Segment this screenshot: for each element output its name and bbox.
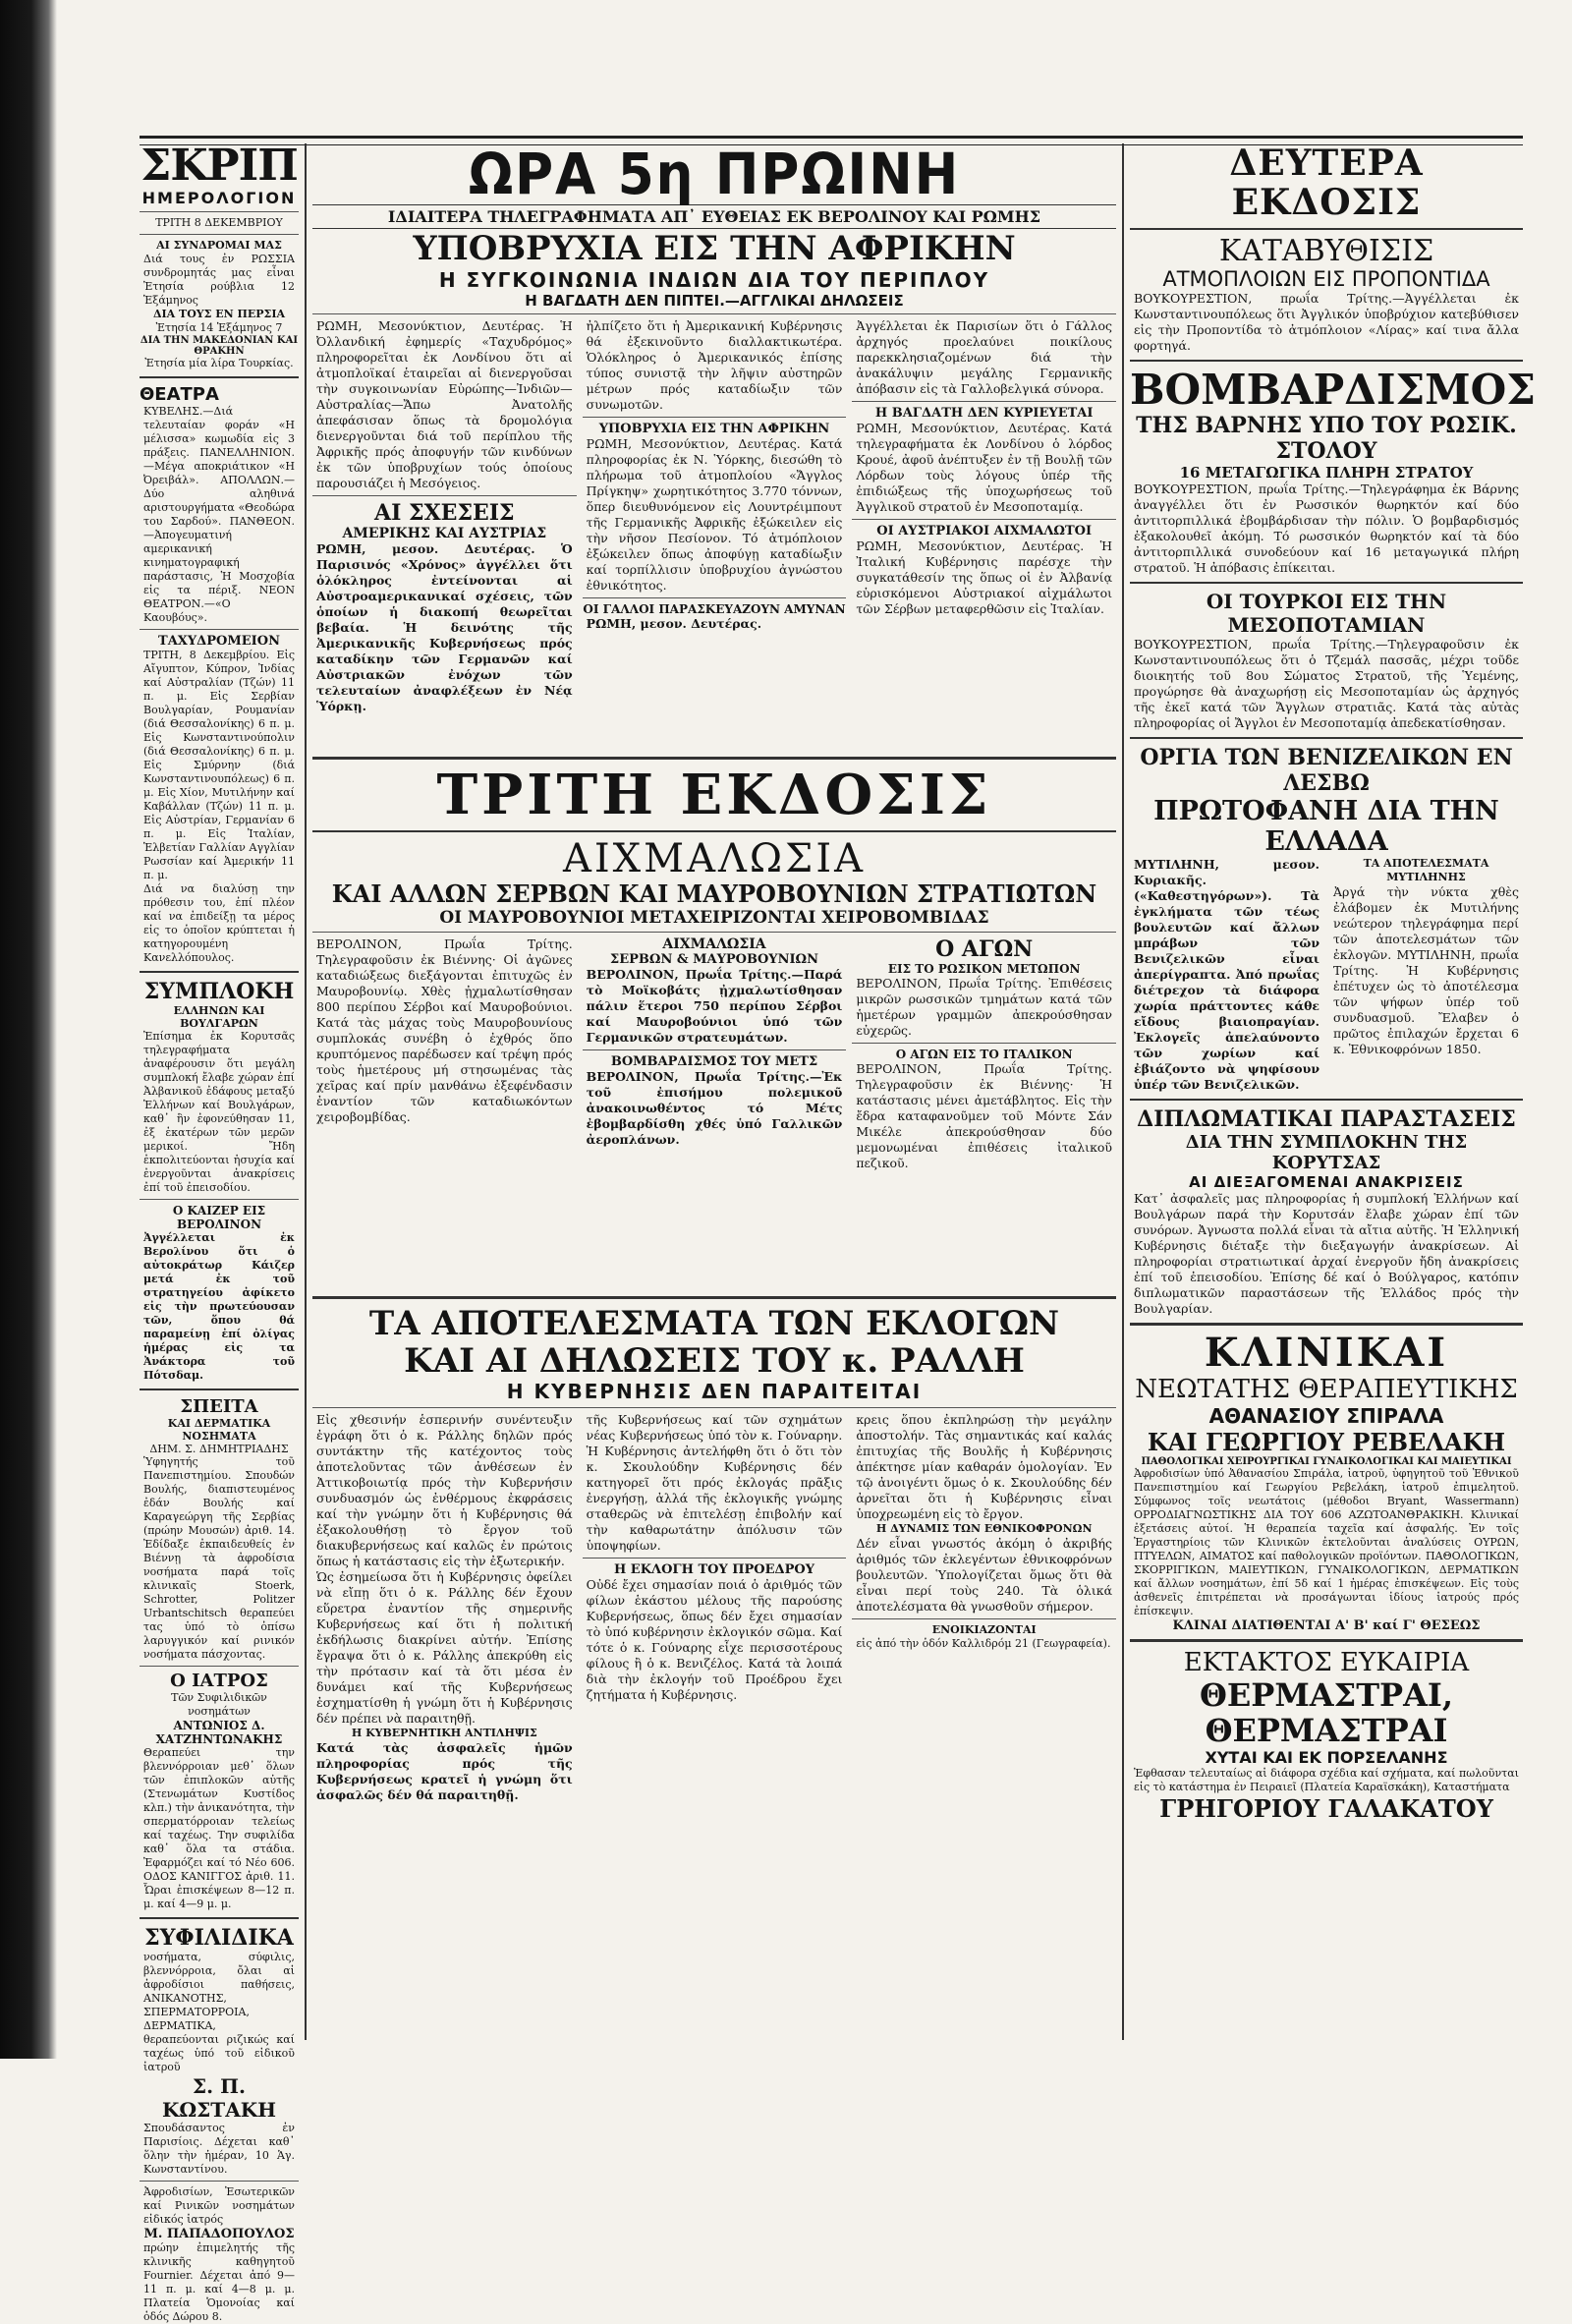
clinics-text: Ἀφροδισίων ὑπό Ἀθανασίου Σπιράλα, ἰατροῦ, ὑφηγητοῦ τοῦ Ἐθνικοῦ Πανεπιστημίου καί Γεωργίου Ρεβελάκη, ἰατροῦ ἐπιμελητοῦ. Σύμφωνος τοῖς νεωτάτοις (μέθοδοι Bryant, Wassermann) ΟΡΡΟΔΙΑΓΝΩΣΤΙΚΗΣ ΔΙΑ ΤΟΥ 606 ΑΖΩΤΟΑΝΘΡΑΚΙΚΗ. Κλινικαί ἐξετάσεις αὐτοί. Ἡ θεραπεία ταχεῖα καί ἀσφαλής. Ἐν τοῖς Ἐργαστηρίοις τῶν Κλινικῶν ἐκτελοῦνται ἀναλύσεις ΟΥΡΩΝ, ΠΤΥΕΛΩΝ, ΑΙΜΑΤΟΣ καί παθολογικῶν προϊόντων. ΠΑΘΟΛΟΓΙΚΩΝ, ΣΚΟΡΡΙΓΙΚΩΝ, ΜΑΙΕΥΤΙΚΩΝ, ΓΥΝΑΙΚΟΛΟΓΙΚΩΝ, ΔΕΡΜΑΤΙΚΩΝ καί ἄλλων νοσημάτων, ἐπί 5δ καί 1 ἡμέρας ἐπισκέψεων. Εἰς τοὺς ἀσθενεῖς ἐπιτρέπεται νὰ προσάγωνται ἰδίους ἰατρούς πρός ἐπίσκεψιν. <box>1134 1467 1519 1617</box>
clinics-headline: ΚΛΙΝΙΚΑΙ <box>1204 1330 1449 1376</box>
unprecedented-subheadline: ΠΡΩΤΟΦΑΝΗ ΔΙΑ ΤΗΝ ΕΛΛΑΔΑ <box>1153 796 1499 857</box>
macedonia-text: Ἐτησία μία λίρα Τουρκίας. <box>144 357 294 369</box>
president-election-text: Οὐδέ ἔχει σημασίαν ποιά ὁ ἀριθμός τῶν φίλων ἑκάστου μέλους τῆς παρούσης Κυβερνήσεως, ὅπως δέν ἔχει σημασίαν τὸ ὑπό κυβέρνησιν ἐκλογικόν σῶμα. Καί τότε ὁ κ. Γούναρης εἶχε περισσοτέρους φίλους ἢ ὁ κ. Βενιζέλος. Κατά τὰ λοιπά διὰ τὴν ἐκλογήν τοῦ Προέδρου ἔχει ζητήματα ἡ Κυβέρνησις. <box>586 1577 843 1702</box>
left-column <box>140 141 299 2323</box>
sinking-headline: ΚΑΤΑΒΥΘΙΣΙΣ <box>1218 234 1434 268</box>
lesvos-block <box>1130 857 1523 1093</box>
banner-text: ΩΡΑ 5η ΠΡΩΙΝΗ <box>468 141 961 207</box>
clinics-specialties: ΠΑΘΟΛΟΓΙΚΑΙ ΧΕΙΡΟΥΡΓΙΚΑΙ ΓΥΝΑΙΚΟΛΟΓΙΚΑΙ ΚΑΙ ΜΑΙΕΥΤΙΚΑΙ <box>1141 1456 1512 1467</box>
elections-text-3: τῆς Κυβερνήσεως καί τῶν σχημάτων νέας Κυβερνήσεως ὑπό τὸν κ. Γούναρην. Ἡ Κυβέρνησις ἀντελήφθη ὅτι ὁ ὅτι τὸν κ. Σκουλούδην Κυβέρνησις δέν κατηγορεῖ ὅτι πρός ἐκλογάς πρᾶξις ἐνεργήσῃ, ἀλλά τῆς ἐκλογικῆς γνώμης σταθερῶς νὰ ἐπιτελέσῃ ἐπιβολήν καί τὴν καθαρωτάτην ἀπόλυσιν τῶν ὑποψηφίων. <box>586 1412 843 1553</box>
ad-doctor-sub: ΚΑΙ ΔΕΡΜΑΤΙΚΑ ΝΟΣΗΜΑΤΑ <box>167 1417 271 1443</box>
submarines-headline: ΥΠΟΒΡΥΧΙΑ ΕΙΣ ΤΗΝ ΑΦΡΙΚΗΝ <box>413 229 1016 268</box>
ad-kostaki-text: Σπουδάσαντος ἐν Παρισίοις. Δέχεται καθ᾿ ὅλην τὴν ἡμέραν, 10 Ἁγ. Κωνσταντίνου. <box>143 2122 295 2176</box>
africa-subs-heading: ΥΠΟΒΡΥΧΙΑ ΕΙΣ ΤΗΝ ΑΦΡΙΚΗΝ <box>598 422 830 436</box>
ad-iatros-sub: Τῶν Συφιλιδικῶν νοσημάτων <box>171 1691 267 1718</box>
varna-subheadline: ΤΗΣ ΒΑΡΝΗΣ ΥΠΟ ΤΟΥ ΡΩΣΙΚ. ΣΤΟΛΟΥ <box>1136 413 1517 464</box>
ad-iatros-heading: Ο ΙΑΤΡΟΣ <box>170 1671 268 1691</box>
ad-papadopoulos-intro: Ἀφροδισίων, Ἐσωτερικῶν καί Ρινικῶν νοσημάτων εἰδικός ἰατρός <box>143 2185 295 2226</box>
baghdad-text: ΡΩΜΗ, Μεσονύκτιον, Δευτέρας. Κατά τηλεγραφήματα ἐκ Λονδίνου ὁ λόρδος Κρουέ, ἀφοῦ ἀνέπτυξεν ἐν τῇ Βουλῇ τῶν Λόρδων τοὺς λόγους ὑπέρ τῆς ἐπιδιώξεως τῆς ὑποχωρήσεως τοῦ Ἀγγλικοῦ στρατοῦ ἐν Μεσοποταμίᾳ. <box>856 421 1113 514</box>
turks-mesopotamia-text: ΒΟΥΚΟΥΡΕΣΤΙΟΝ, πρωΐα Τρίτης.—Τηλεγραφοῦσιν ἐκ Κωνσταντινουπόλεως ὅτι ὁ Τζεμάλ πασσᾶς, μέχρι τοῦδε διοικητής τοῦ 8ου Σώματος Στρατοῦ, τῆς Ὑεμένης, προγώρησε θὰ ἀναχωρήσῃ εἰς Μεσοποταμίαν ὡς ἀρχηγός τῆς ἐκεῖ κατά τῶν Ἄγγλων στρατιᾶς. Κατά τὰς αὐτὰς πληροφορίας οἱ Ἄγγλοι ἐν Μεσοποταμίᾳ ἀπεδεκατίσθησαν. <box>1134 637 1519 730</box>
metz-text: ΒΕΡΟΛΙΝΟΝ, Πρωΐα Τρίτης.—Ἐκ τοῦ ἐπισήμου πολεμικοῦ ἀνακοινωθέντος τό Μέτς ἐβομβαρδίσθη χθές ὑπό Γαλλικῶν ἀεροπλάνων. <box>586 1069 843 1147</box>
gov-perception-text: Κατά τὰς ἀσφαλεῖς ἡμῶν πληροφορίας πρός τῆς Κυβερνήσεως κρατεῖ ἡ γνώμη ὅτι ἀσφαλῶς δέν θά παραιτηθῇ. <box>316 1740 573 1802</box>
macedonia-heading: ΔΙΑ ΤΗΝ ΜΑΚΕΔΟΝΙΑΝ ΚΑΙ ΘΡΑΚΗΝ <box>140 335 299 357</box>
elections-block <box>312 1412 1116 1803</box>
diplomatic-text: Κατ᾿ ἀσφαλεῖς μας πληροφορίας ἡ συμπλοκή Ἑλλήνων καί Βουλγάρων παρά τὴν Κορυτσάν ἔλαβε χώραν ἐπί τῶν συνόρων. Ἀγνωστα πολλά εἶναι τὰ αἴτια αὐτῆς. Ἡ Ἑλληνική Κυβέρνησις διέταξε τὴν διεξαγωγήν ἀνακρίσεων. Αἱ πληροφορίαι στρατιωτικαί ἀρχαί ἐνεργοῦν ἤδη ἀνακρίσεις ἐπί τοῦ ἐπεισοδίου. Ἐπίσης δέ καί ὁ Βούλγαρος, κατόπιν διπλωματικῶν παραστάσεων τῆς Ἑλλάδος πρός τὴν Βουλγαρίαν. <box>1134 1191 1519 1316</box>
ad-doctor-heading: ΣΠΕΙΤΑ <box>180 1396 258 1417</box>
spirala-name: ΑΘΑΝΑΣΙΟΥ ΣΠΙΡΑΛΑ <box>1208 1404 1444 1428</box>
elections-headline: ΤΑ ΑΠΟΤΕΛΕΣΜΑΤΑ ΤΩΝ ΕΚΛΟΓΩΝ <box>368 1304 1060 1343</box>
issue-date: ΤΡΙΤΗ 8 ΔΕΚΕΜΒΡΙΟΥ <box>155 216 283 229</box>
sinking-subheadline: ΑΤΜΟΠΛΟΙΩΝ ΕΙΣ ΠΡΟΠΟΝΤΙΔΑ <box>1162 267 1490 291</box>
captivity-headline: ΑΙΧΜΑΛΩΣΙΑ <box>562 836 867 881</box>
ad-syphilis-text: νοσήματα, σύφιλις, βλεννόρροια, ὄλαι αἱ ἀφροδίσιοι παθήσεις, ΑΝΙΚΑΝΟΤΗΣ, ΣΠΕΡΜΑΤΟΡΡΟΙΑ, ΔΕΡΜΑΤΙΚΑ, θεραπεύονται ριζικώς καί ταχέως ὑπό τοῦ εἰδικοῦ ἰατροῦ <box>143 1951 295 2073</box>
lesvos-headline: ΟΡΓΙΑ ΤΩΝ ΒΕΝΙΖΕΛΙΚΩΝ ΕΝ ΛΕΣΒΩ <box>1140 745 1513 796</box>
ad-papadopoulos-text: πρώην ἐπιμελητής τῆς κλινικῆς καθηγητοῦ Fournier. Δέχεται ἀπό 9—11 π. μ. καί 4—8 μ. μ. Πλατεία Ὁμονοίας καί ὁδός Δώρου 8. <box>143 2241 295 2323</box>
elections-text-1: Εἰς χθεσινήν ἑσπερινήν συνέντευξιν ἐγράφη ὅτι ὁ κ. Ράλλης δηλῶν πρός συντάκτην τῆς κατέχοντος τοὺς ἀποτελοῦντας τῶν ἀνθέσεων ἐν Ἀττικοβοιωτίᾳ πρός τὴν Κυβερνήσιν συνδυασμόν ὡς ἐνθέρμους ἐκφράσεις καί τὴν γνώμην ὅτι ἡ Κυβέρνησις θά ἐξακολουθήσῃ τὸ ἔργον τοῦ διακυβερνήσεως καί καλῶς ἐν πρώτοις ὅπως ἡ κατάστασις εἰς τὴν ἐξωτερικήν. <box>316 1412 573 1568</box>
government-subheadline: Η ΚΥΒΕΡΝΗΣΙΣ ΔΕΝ ΠΑΡΑΙΤΕΙΤΑΙ <box>506 1380 923 1403</box>
persia-heading: ΔΙΑ ΤΟΥΣ ΕΝ ΠΕΡΣΙΑ <box>152 308 286 320</box>
captivity-box-text: ΒΕΡΟΛΙΝΟΝ, Πρωΐα Τρίτης.—Παρά τὸ Μοϊκοβάτς ᾐχμαλωτίσθησαν πάλιν ἕτεροι 750 περίπου Σέρβοι καί Μαυροβούνιοι ὑπό τῶν Γερμανικῶν στρατευμάτων. <box>586 967 843 1045</box>
ad-iatros-text: Θεραπεύει την βλεννόρροιαν μεθ᾿ ὅλων τῶν ἐπιπλοκῶν αὐτῆς (Στενωμάτων Κυστίδος κλπ.) τὴν ἀνικανότητα, τὴν σπερματόρροιαν τελείως καί ταχέως. Την συφιλίδα καθ᾿ ὅλα τα στάδια. Ἐφαρμόζει καί τό Νέο 606. ΟΔΟΣ ΚΑΝΙΓΓΟΣ ἀριθ. 11. Ὧραι ἐπισκέψεων 8—12 π. μ. καί 4—9 μ. μ. <box>143 1746 295 1910</box>
turks-mesopotamia-headline: ΟΙ ΤΟΥΡΚΟΙ ΕΙΣ ΤΗΝ ΜΕΣΟΠΟΤΑΜΙΑΝ <box>1206 590 1447 637</box>
revelaki-name: ΚΑΙ ΓΕΩΡΓΙΟΥ ΡΕΒΕΛΑΚΗ <box>1147 1428 1506 1456</box>
mytilene-results-heading: ΤΑ ΑΠΟΤΕΛΕΣΜΑΤΑ ΜΥΤΙΛΗΝΗΣ <box>1363 857 1489 883</box>
ad-papadopoulos-name: Μ. ΠΑΠΑΔΟΠΟΥΛΟΣ <box>143 2227 295 2241</box>
post-office-heading: ΤΑΧΥΔΡΟΜΕΙΟΝ <box>158 634 280 649</box>
italian-front-heading: Ο ΑΓΩΝ ΕΙΣ ΤΟ ΙΤΑΛΙΚΟΝ <box>895 1048 1073 1061</box>
relations-text: ΡΩΜΗ, μεσον. Δευτέρας. Ὁ Παρισινός «Χρόνος» ἀγγέλλει ὅτι ὁλόκληρος ἐντείνονται αἱ Αὐστροαμερικανικαί σχέσεις, τῶν ὁποίων ἡ διακοπή θεωρεῖται βεβαία. Ἡ δεινότης τῆς Ἀμερικανικῆς Κυβερνήσεως πρός καταδίκην τῶν Γερμανῶν καί Αὐστριακῶν ἐνόχων τῶν τελευταίων ἀναφλέξεων ἐν Νέᾳ Ὑόρκῃ. <box>316 541 573 713</box>
relations-subheading: ΑΜΕΡΙΚΗΣ ΚΑΙ ΑΥΣΤΡΙΑΣ <box>342 526 547 541</box>
gauls-heading: ΟΙ ΓΑΛΛΟΙ ΠΑΡΑΣΚΕΥΑΖΟΥΝ ΑΜΥΝΑΝ <box>583 602 846 616</box>
stoves-ad-merchant: ΓΡΗΓΟΡΙΟΥ ΓΑΛΑΚΑΤΟΥ <box>1159 1794 1493 1823</box>
stoves-ad-title: ΘΕΡΜΑΣΤΡΑΙ, ΘΕΡΜΑΣΤΡΑΙ <box>1199 1676 1453 1749</box>
persia-text: Ἐτησία 14 Ἑξάμηνος 7 <box>155 321 283 334</box>
elections-text-4: κρεις ὅπου ἐκπληρώσῃ τὴν μεγάλην ἀποστολήν. Τὰς σημαντικάς καί καλάς ἐπιτυχίας τῆς Βουλῆς ἡ Κυβέρνησις ἀπέκτησε μίαν καθαράν ὁμολογίαν. Ἐν τῷ ἀνοιγέντι ὅμως ὁ κ. Σκουλούδης δέν ἀρνεῖται ὅτι ἡ Κυβέρνησις εἶναι ὑποχρεωμένη εἰς τὸ ἔργον. <box>856 1412 1113 1521</box>
captivity-box-sub: ΣΕΡΒΩΝ & ΜΑΥΡΟΒΟΥΝΙΩΝ <box>610 952 818 967</box>
relations-heading: ΑΙ ΣΧΕΣΕΙΣ <box>374 500 515 526</box>
italian-front-text: ΒΕΡΟΛΙΝΟΝ, Πρωΐα Τρίτης. Τηλεγραφοῦσιν ἐκ Βιέννης· Ἡ κατάστασις μένει ἀμετάβλητος. Εἰς τὴν ἔδρα καταφανοῦμεν τοῦ Μόντε Σάν Μικέλε ἀπεκρούσθησαν δύο μεμονωμέναι ἐπιθέσεις ἰταλικοῦ πεζικοῦ. <box>856 1061 1113 1170</box>
kaiser-text: Ἀγγέλλεται ἐκ Βερολίνου ὅτι ὁ αὐτοκράτωρ Κάιζερ μετά ἐκ τοῦ στρατηγείου ἀφίκετο εἰς τὴν πρωτεύουσαν τῶν, ὅπου θά παραμείνῃ ἐπί ὀλίγας ἡμέρας εἰς τα Ἀνάκτορα τοῦ Πότσδαμ. <box>143 1231 295 1382</box>
banner-headline <box>312 141 1116 207</box>
stoves-ad-subtitle: ΧΥΤΑΙ ΚΑΙ ΕΚ ΠΟΡΣΕΛΑΝΗΣ <box>1205 1748 1448 1767</box>
struggle-text: ΒΕΡΟΛΙΝΟΝ, Πρωΐα Τρίτης. Ἐπιθέσεις μικρῶν ρωσσικῶν τμημάτων κατά τῶν ἡμετέρων γραμμῶν ἀπεκρούσθησαν εὐχερῶς. <box>856 976 1113 1038</box>
telegram-paris: Ἀγγέλλεται ἐκ Παρισίων ὅτι ὁ Γάλλος ἀρχηγός προελαύνει ποικίλους παρεκκλησιαζομένων διά τὴν ἀνακάλυψιν μεγάλης Γερμανικῆς ἀπόβασιν εἰς τὰ Γαλλοβελγικά σύνορα. <box>856 318 1113 396</box>
center-column <box>312 143 1116 2040</box>
clinics-subheadline: ΝΕΩΤΑΤΗΣ ΘΕΡΑΠΕΥΤΙΚΗΣ <box>1135 1375 1518 1404</box>
nationalist-strength-heading: Η ΔΥΝΑΜΙΣ ΤΩΝ ΕΘΝΙΚΟΦΡΟΝΩΝ <box>875 1522 1093 1535</box>
subscriptions-heading: ΑΙ ΣΥΝΔΡΟΜΑΙ ΜΑΣ <box>156 239 282 252</box>
investigations-subheadline: ΑΙ ΔΙΕΞΑΓΟΜΕΝΑΙ ΑΝΑΚΡΙΣΕΙΣ <box>1189 1173 1464 1191</box>
clash-text: Ἐπίσημα ἐκ Κορυτσᾶς τηλεγραφήματα ἀναφέρουσιν ὅτι μεγάλη συμπλοκή ἔλαβε χώραν ἐπί Ἀλβανικοῦ ἐδάφους μεταξύ Ἑλλήνων καί Βουλγάρων, καθ᾿ ἣν ἐφονεύθησαν 11, ἐξ ἑκατέρων τῶν μερῶν μερικοί. Ἤδη ἐκπολιτεύονται ἡσυχία καί ἐνεργοῦνται ἀνακρίσεις ἐπί τοῦ ἐπεισοδίου. <box>143 1030 295 1194</box>
clash-heading: ΣΥΜΠΛΟΚΗ <box>143 979 295 1004</box>
clinics-beds: ΚΛΙΝΑΙ ΔΙΑΤΙΘΕΝΤΑΙ Α' Β' καί Γ' ΘΕΣΕΩΣ <box>1172 1618 1481 1633</box>
struggle-heading: Ο ΑΓΩΝ <box>935 936 1034 962</box>
metz-heading: ΒΟΜΒΑΡΔΙΣΜΟΣ ΤΟΥ ΜΕΤΣ <box>610 1054 818 1069</box>
president-election-heading: Η ΕΚΛΟΓΗ ΤΟΥ ΠΡΟΕΔΡΟΥ <box>613 1562 815 1577</box>
third-edition-banner: ΤΡΙΤΗ ΕΚΔΟΣΙΣ <box>436 763 992 827</box>
theatres-heading: ΘΕΑΤΡΑ <box>140 384 219 405</box>
captivity-box-heading: ΑΙΧΜΑΛΩΣΙΑ <box>662 936 766 952</box>
second-edition-banner: ΔΕΥΤΕΡΑ ΕΚΔΟΣΙΣ <box>1229 142 1424 223</box>
right-column <box>1130 142 1536 2040</box>
struggle-sub: ΕΙΣ ΤΟ ΡΩΣΙΚΟΝ ΜΕΤΩΠΟΝ <box>887 962 1081 976</box>
bombardment-text: ΒΟΥΚΟΥΡΕΣΤΙΟΝ, πρωΐα Τρίτης.—Τηλεγράφημα ἐκ Βάρνης ἀναγγέλλει ὅτι ἐν Ρωσσικόν θωρηκτόν καί δύο ἀντιτορπιλλικά ἐβομβάρδισαν τὴν πόλιν. Ὁ βομβαρδισμός ἐξακολουθεῖ ἀκόμη. Τό ρωσσικόν θωρηκτόν καί τὰ δύο ἀντιτορπιλλικά συνοδεύουν καί 16 μεταγωγικά πλήρη στρατοῦ. Ἡ ἀπόβασις ἐπίκειται. <box>1134 482 1519 575</box>
ad-iatros-name: ΑΝΤΩΝΙΟΣ Δ. ΧΑΤΖΗΝΤΩΝΑΚΗΣ <box>155 1719 283 1746</box>
ad-doctor-text: Ὑφηγητής τοῦ Πανεπιστημίου. Σπουδών Βουλής, διαπιστευμένος ἐδάν Βουλής καί Καραγεώργη τῆς Σερβίας (πρώην Μουσών) ἀριθ. 14. Ἐδίδαξε ἐκπαιδευθείς ἐν Βιέννῃ τὰ ἀφροδίσια νοσήματα παρά τοῖς κλινικαῖς Stoerk, Schrotter, Politzer Urbantschitsch θεραπεύει τας ὑπό τὸ ὀπίσω λαρυγγικόν καί ρινικόν νοσήματα πάσχοντας. <box>143 1455 295 1661</box>
banner-subtitle: ΙΔΙΑΙΤΕΡΑ ΤΗΛΕΓΡΑΦΗΜΑΤΑ ΑΠ᾿ ΕΥΘΕΙΑΣ ΕΚ ΒΕΡΟΛΙΝΟΥ ΚΑΙ ΡΩΜΗΣ <box>312 204 1116 229</box>
captivity-subheadline: ΚΑΙ ΑΛΛΩΝ ΣΕΡΒΩΝ ΚΑΙ ΜΑΥΡΟΒΟΥΝΙΩΝ ΣΤΡΑΤΙΩΤΩΝ <box>331 879 1097 908</box>
korytsa-subheadline: ΔΙΑ ΤΗΝ ΣΥΜΠΛΟΚΗΝ ΤΗΣ ΚΟΡΥΤΣΑΣ <box>1185 1132 1468 1173</box>
transports-subheadline: 16 ΜΕΤΑΓΩΓΙΚΑ ΠΛΗΡΗ ΣΤΡΑΤΟΥ <box>1179 464 1474 482</box>
ad-doctor-name: ΔΗΜ. Σ. ΔΗΜΗΤΡΙΑΔΗΣ <box>149 1443 289 1455</box>
rentals-heading: ΕΝΟΙΚΙΑΖΟΝΤΑΙ <box>931 1623 1037 1636</box>
gov-perception-heading: Η ΚΥΒΕΡΝΗΤΙΚΗ ΑΝΤΙΛΗΨΙΣ <box>351 1727 537 1739</box>
note-text: Διά να διαλύσῃ την πρόθεσιν του, ἐπί πλέον καί να ἐπιδείξῃ τα μέρος εἰς το ὁποῖον κρύπτεται ἡ κατηγορουμένη Κανελλόπουλος. <box>143 882 295 964</box>
elections-text-2: Ὡς ἐσημείωσα ὅτι ἡ Κυβέρνησις ὀφείλει νὰ εἴπῃ ὅτι ὁ κ. Ράλλης δέν ἔχουν εὕρετρα ἐναντίον τῆς σημερινῆς Κυβερνήσεως καί ὅτι ἡ πολιτική ἐκδήλωσις διακρίνει αὐτήν. Ἐπίσης ἔγραψα ὅτι ὁ κ. Ράλλης ἀπεκρύθη εἰς τὴν πρότασιν καί τὰ ὅτι μέσα ἐν δυνάμει καί τῆς Κυβερνήσεως ἐσχηματίσθη ἡ γνώμη ὅτι ἡ Κυβέρνησις δέν πρέπει νὰ παραιτηθῇ. <box>316 1569 573 1726</box>
baghdad-heading: Η ΒΑΓΔΑΤΗ ΔΕΝ ΚΥΡΙΕΥΕΤΑΙ <box>874 406 1094 421</box>
berlin-telegram-1: ΒΕΡΟΛΙΝΟΝ, Πρωΐα Τρίτης. Τηλεγραφοῦσιν ἐκ Βιέννης· Οἱ ἀγῶνες καταδιώξεως διεξάγονται ἐπιτυχῶς ἐν Μαυροβουνίῳ. Χθὲς ᾐχμαλωτίσθησαν 800 περίπου Σέρβοι καί Μαυροβούνιοι. Κατά τὰς μάχας τοὺς Μαυροβουνίους συμπλοκάς συνέβη ὁ ἐχθρός ὅπο κρυπτόμενος παρέδωσεν καί τρέψη πρός τοὺς ἡμετέρους μή στησωμένας τὰς χεῖρας καί πρίν μανθάνω ἐξεφένδασιν ἐναντίον τῶν καταδιωκόντων χειροβομβίδας. <box>316 936 573 1124</box>
lesvos-text: ΜΥΤΙΛΗΝΗ, μεσον. Κυριακῆς. («Καθεστηγόρων»). Τὰ ἐγκλήματα τῶν τέως βουλευτῶν καί ἄλλων μπράβων τῶν Βενιζελικῶν εἶναι ἀπερίγραπτα. Ἀπό πρωΐας διέτρεχον τὰ διάφορα χωρία πράττοντες κάθε εἴδους βιαιοπραγίαν. Ἐκλογεῖς ἀπελαύνοντο τῶν χωρίων καί ἐβιάζοντο νὰ ψηφίσουν ὑπέρ τῶν Βενιζελικῶν. <box>1134 857 1319 1092</box>
clash-subheading: ΕΛΛΗΝΩΝ ΚΑΙ ΒΟΥΛΓΑΡΩΝ <box>173 1004 265 1030</box>
submarines-subheadline: Η ΣΥΓΚΟΙΝΩΝΙΑ ΙΝΔΙΩΝ ΔΙΑ ΤΟΥ ΠΕΡΙΠΛΟΥ <box>438 268 990 292</box>
stoves-ad-text: Ἐφθασαν τελευταίως αἱ διάφορα σχέδια καί σχήματα, καί πωλοῦνται εἰς τὸ κατάστημα ἐν Πειραιεῖ (Πλατεία Καραϊσκάκη), Καταστήματα <box>1134 1767 1519 1793</box>
theatres-text: ΚΥΒΕΛΗΣ.—Διά τελευταίαν φοράν «Η μέλισσα» κωμωδία εἰς 3 πράξεις. ΠΑΝΕΛΛΗΝΙΟΝ.—Μέγα αποκριάτικον «Η Ὀρειβάλ». ΑΠΟΛΛΩΝ.—Δύο αληθινά αριστουργήματα «Θεοδώρα του Σαρδού». ΠΑΝΘΕΟΝ.—Ἀπογευματινή αμερικανική κινηματογραφική παράστασις, Ἡ Μοσχοβία εἰς τα πέριξ. ΝΕΟΝ ΘΕΑΤΡΟΝ.—«Ο Καουβόυς». <box>143 405 295 624</box>
masthead-subtitle: ΗΜΕΡΟΛΟΓΙΟΝ <box>141 189 297 207</box>
column-divider-right <box>1122 143 1124 2040</box>
austrian-pow-heading: ΟΙ ΑΥΣΤΡΙΑΚΟΙ ΑΙΧΜΑΛΩΤΟΙ <box>876 524 1093 538</box>
subscriptions-text: Διά τους ἐν ΡΩΣΣΙΑ συνδρομητάς μας εἶναι Ἐτησία ρούβλια 12 Ἑξάμηνος <box>143 253 295 307</box>
nationalist-strength-text: Δέν εἶναι γνωστός ἀκόμη ὁ ἀκριβής ἀριθμός τῶν ἐκλεγέντων ἐθνικοφρόνων βουλευτῶν. Ὑπολογίζεται ὅμως ὅτι θὰ εἶναι περί τοὺς 240. Τὰ ὁλικά ἀποτελέσματα θὰ γνωσθοῦν σήμερον. <box>856 1536 1113 1614</box>
rallis-headline: ΚΑΙ ΑΙ ΔΗΛΩΣΕΙΣ ΤΟΥ κ. ΡΑΛΛΗ <box>404 1341 1025 1381</box>
ad-syphilis-heading: ΣΥΦΙΛΙΔΙΚΑ <box>144 1925 294 1951</box>
scan-dark-edge <box>0 0 57 2059</box>
grenades-subheadline: ΟΙ ΜΑΥΡΟΒΟΥΝΙΟΙ ΜΕΤΑΧΕΙΡΙΖΟΝΤΑΙ ΧΕΙΡΟΒΟΜΒΙΔΑΣ <box>439 908 989 928</box>
telegram-rome-1: ΡΩΜΗ, Μεσονύκτιον, Δευτέρας. Ἡ Ὀλλανδική ἐφημερίς «Ταχυδρόμος» πληροφορεῖται ἐκ Λονδίνου ὅτι αἱ ἀτμοπλοϊκαί ἑταιρεῖαι αἱ διενεργοῦσαι τὴν συγκοινωνίαν Εὐρώπης—Ἰνδιῶν—Αὐστραλίας—Ἄπω Ἀνατολῆς ἀπεφάσισαν ὅπως τὰ δρομολόγια διενεργοῦνται διά τοῦ περίπλου τῆς Ἀφρικῆς πρός ἀποφυγήν τῶν κινδύνων ἐκ τῶν ὑποβρυχίων τούς ὁποίους παρουσιάζει ἡ Μεσόγειος. <box>316 318 573 490</box>
austrian-pow-text: ΡΩΜΗ, Μεσονύκτιον, Δευτέρας. Ἡ Ἰταλική Κυβέρνησις παρέσχε τὴν συγκατάθεσίν της ὅπως οἱ ἐν Ἀλβανίᾳ εὑρισκόμενοι Αὐστριακοί αἰχμάλωτοι τῶν Σέρβων μεταφερθῶσιν εἰς Ἰταλίαν. <box>856 538 1113 616</box>
column-divider-left <box>305 143 307 2040</box>
bombardment-headline: ΒΟΜΒΑΡΔΙΣΜΟΣ <box>1130 366 1536 414</box>
newspaper-page <box>140 118 1536 2323</box>
ad-kostaki-name: Σ. Π. ΚΩΣΤΑΚΗ <box>161 2074 276 2122</box>
baghdad-subheadline: Η ΒΑΓΔΑΤΗ ΔΕΝ ΠΙΠΤΕΙ.—ΑΓΓΛΙΚΑΙ ΔΗΛΩΣΕΙΣ <box>525 292 904 310</box>
diplomatic-headline: ΔΙΠΛΩΜΑΤΙΚΑΙ ΠΑΡΑΣΤΑΣΕΙΣ <box>1137 1106 1516 1132</box>
kaiser-heading: Ο ΚΑΙΖΕΡ ΕΙΣ ΒΕΡΟΛΙΝΟΝ <box>172 1204 266 1231</box>
africa-subs-text: ΡΩΜΗ, Μεσονύκτιον, Δευτέρας. Κατά πληροφορίας ἐκ Ν. Ὑόρκης, διεσώθη τὸ πλήρωμα τοῦ ἀτμοπλοίου «Ἄγγλος Πρίγκηψ» χωρητικότητος 3.770 τόννων, ὅπερ διευθυνόμενον εἰς Λουντρέιμπουτ τῆς Γερμανικῆς Ἀφρικῆς ἐξώκειλεν εἰς τὴν νῆσον Πεσίονον. Τό ἀτμόπλοιον ἐξώκειλεν ὅπως ἀποφύγῃ καταδίωξιν καί τορπίλλισιν ὑποβρυχίου ἀγνώστου ἐθνικότητος. <box>586 436 843 593</box>
masthead-title: ΣΚΡΙΠ <box>140 141 298 191</box>
third-edition-block <box>312 936 1116 1290</box>
post-office-text: ΤΡΙΤΗ, 8 Δεκεμβρίου. Εἰς Αἴγυπτον, Κύπρον, Ἰνδίας καί Αὐστραλίαν (Τζών) 11 π. μ. Εἰς Σερβίαν Βουλγαρίαν, Ρουμανίαν (διά Θεσσαλονίκης) 6 π. μ. Εἰς Κωνσταντινούπολιν (διά Θεσσαλονίκης) 6 π. μ. Εἰς Σμύρνην (διά Κωνσταντινουπόλεως) 6 π. μ. Εἰς Χίον, Μυτιλήνην καί Καβάλλαν (Τζών) 11 π. μ. Εἰς Αὐστρίαν, Γερμανίαν 6 π. μ. Εἰς Ἰταλίαν, Ἑλβετίαν Γαλλίαν Αγγλίαν Ρωσσίαν καί Ἀμερικήν 11 π. μ. <box>143 649 295 881</box>
sinking-text: ΒΟΥΚΟΥΡΕΣΤΙΟΝ, πρωΐα Τρίτης.—Ἀγγέλλεται ἐκ Κωνσταντινουπόλεως ὅτι Ἀγγλικόν ὑποβρύχιον κατεβύθισεν εἰς τὴν Προποντίδα τὸ ἀτμόπλοιον «Λίρας» καί τινα ἄλλα φορτηγά. <box>1134 291 1519 353</box>
gauls-text: ΡΩΜΗ, μεσον. Δευτέρας. <box>586 616 762 631</box>
telegram-america: ἠλπίζετο ὅτι ἡ Ἀμερικανική Κυβέρνησις θά ἐξεκινοῦντο διαλλακτικωτέρα. Ὁλόκληρος ὁ Ἀμερικανικός ἐπίσης τύπος συνιστᾷ τὴν λῆψιν αὐστηρῶν μέτρων πρός καταδίωξιν τῶν συνωμοτῶν. <box>586 318 843 412</box>
rentals-text: εἰς ἀπό τὴν ὁδόν Καλλιδρόμ 21 (Γεωγραφεία). <box>856 1637 1111 1650</box>
mytilene-results-text: Ἀργά τὴν νύκτα χθὲς ἐλάβομεν ἐκ Μυτιλήνης νεώτερον τηλεγράφημα περί τῶν ἀποτελεσμάτων τῶν ἐκλογῶν. ΜΥΤΙΛΗΝΗ, πρωΐα Τρίτης. Ἡ Κυβέρνησις ἐπέτυχεν ὡς τὸ ἀποτέλεσμα τῶν ψήφων ὑπέρ τοῦ συνδυασμοῦ. Ἔλαβεν ὁ πρῶτος ἐπιλαχών ἔρχεται 6 κ. Ἐθνικοφρόνων 1850. <box>1333 884 1519 1056</box>
stoves-ad-headline: ΕΚΤΑΚΤΟΣ ΕΥΚΑΙΡΙΑ <box>1183 1648 1470 1677</box>
telegrams-block <box>312 318 1116 751</box>
